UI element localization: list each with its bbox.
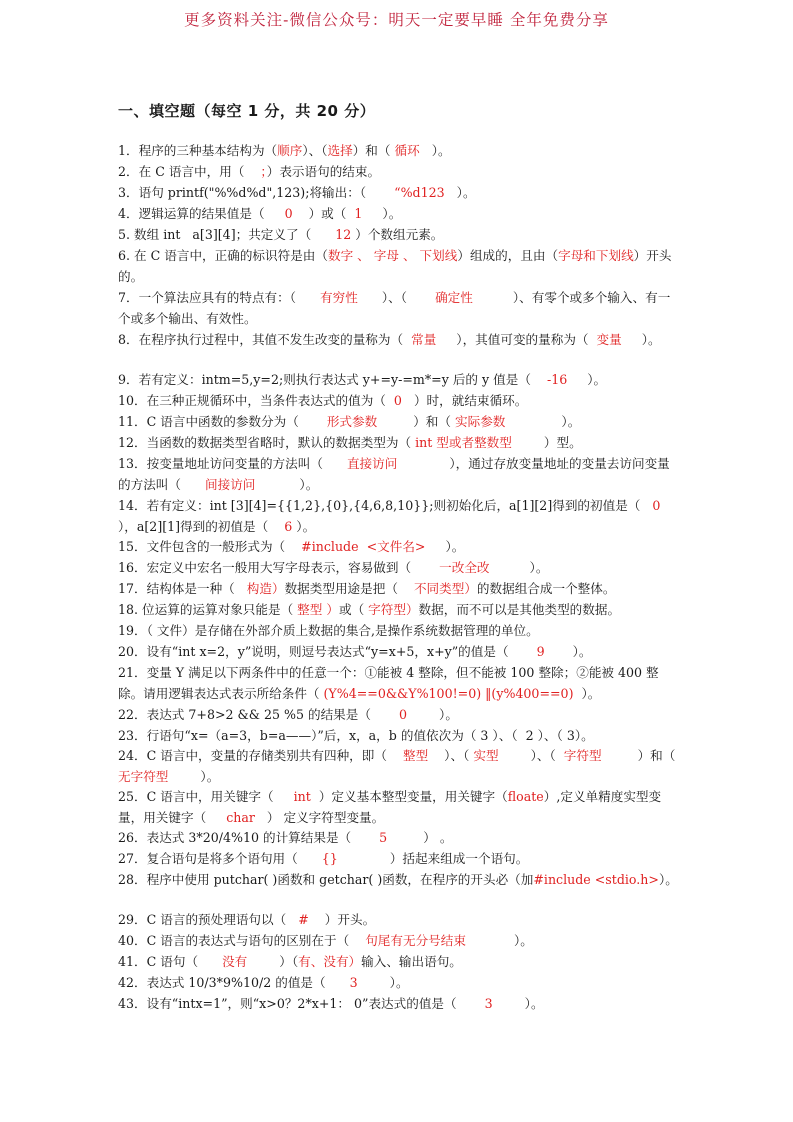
answer-text: char: [226, 809, 255, 825]
question-item: [118, 370, 678, 391]
answer-text: 选择: [327, 143, 353, 158]
answer-text: 实型: [473, 748, 499, 763]
answer-text: “%d123: [394, 185, 445, 200]
question-text: ）组成的，且由（: [457, 248, 559, 263]
question-text: 输入、输出语句。: [361, 954, 462, 969]
question-text: 2．在 C 语言中，用（: [118, 164, 261, 179]
question-text: ）。: [567, 372, 607, 387]
question-text: 40．C 语言的表达式与语句的区别在于（: [118, 933, 366, 948]
answer-text: 常量: [411, 332, 437, 347]
question-text: ），a[2][1]得到的初值是（: [118, 498, 673, 534]
question-text: 数据，而不可以是其他类型的数据。: [418, 602, 621, 617]
question-text: ）、（: [302, 143, 328, 158]
question-text: ）开头。: [308, 912, 376, 927]
question-item: [118, 225, 678, 246]
answer-text: #include <stdio.h>: [533, 872, 659, 887]
answer-text: 0: [652, 498, 661, 513]
question-text: ）。: [465, 933, 533, 948]
question-text: ）。: [492, 996, 544, 1011]
question-text: ）。: [505, 414, 581, 429]
answer-text: 12: [335, 227, 352, 242]
question-text: 43．设有“intx=1”，则“x>0？2*x+1： 0”表达式的值是（: [118, 996, 485, 1011]
question-text: ）和（: [377, 414, 456, 429]
question-text: ）、有零个或多个输入、有一个或多个输出、有效性。: [118, 290, 671, 326]
answer-text: 字符型）: [368, 602, 419, 617]
question-text: ）（: [247, 954, 299, 969]
question-text: ）、（: [357, 290, 436, 305]
answer-text: 没有: [222, 954, 248, 969]
question-item: [118, 558, 678, 579]
question-item: [118, 288, 678, 329]
question-text: ）。: [255, 476, 319, 492]
question-text: ）时，就结束循环。: [401, 393, 528, 408]
question-item: [118, 537, 678, 558]
answer-text: 间接访问: [205, 476, 256, 492]
question-text: ）。: [621, 332, 661, 347]
question-text: ）。: [425, 539, 465, 554]
question-text: 1．程序的三种基本结构为（: [118, 143, 278, 158]
question-text: ） 。: [387, 830, 453, 845]
question-item: [118, 910, 678, 931]
question-text: 的数据组合成一个整体。: [476, 581, 616, 596]
question-text: 14．若有定义：int [3][4]={{1,2},{0},{4,6,8,10}};则初始化后，a[1][2]得到的初值是（: [118, 498, 653, 513]
question-text: ）。: [292, 518, 316, 534]
question-text: ）开头的。: [118, 248, 672, 284]
answer-text: 变量: [596, 332, 622, 347]
question-text: ）。: [362, 206, 402, 221]
question-item: [118, 204, 678, 225]
question-text: ）括起来组成一个语句。: [337, 851, 529, 866]
answer-text: 3: [484, 996, 493, 1011]
question-text: ）。: [407, 707, 458, 722]
question-item: [118, 496, 678, 537]
question-text: ）表示语句的结束。: [266, 164, 381, 179]
question-item: [118, 454, 678, 495]
question-text: ）。: [544, 644, 592, 659]
question-text: 22．表达式 7+8>2 && 25 %5 的结果是（: [118, 707, 399, 722]
answer-text: floate: [507, 789, 544, 804]
question-text: 15．文件包含的一般形式为（: [118, 539, 302, 554]
question-text: 12．当函数的数据类型省略时，默认的数据类型为（: [118, 435, 416, 450]
question-text: 27．复合语句是将多个语句用（: [118, 851, 322, 866]
question-text: 26．表达式 3*20/4%10 的计算结果是（: [118, 830, 380, 845]
question-item: [118, 433, 678, 454]
answer-text: 9: [536, 644, 545, 659]
answer-text: 整型 ）: [297, 602, 339, 617]
promo-banner: 更多资料关注-微信公众号：明天一定要早睡 全年免费分享: [184, 11, 609, 29]
question-text: ） 定义字符型变量。: [254, 809, 385, 825]
answer-text: 0: [284, 206, 293, 221]
question-text: 数据类型用途是把（: [284, 581, 414, 596]
answer-text: 有、没有）: [298, 954, 362, 969]
answer-text: 1: [354, 206, 363, 221]
question-text: 20．设有“int x=2，y”说明，则逗号表达式“y=x+5，x+y”的值是（: [118, 644, 537, 659]
answer-text: 句尾有无分号结束: [365, 933, 466, 948]
question-item: [118, 931, 678, 952]
question-text: 25．C 语言中，用关键字（: [118, 789, 294, 804]
answer-text: 0: [398, 707, 407, 722]
question-text: ）。: [419, 143, 451, 158]
question-text: ）和（: [601, 748, 692, 763]
question-item: [118, 849, 678, 870]
question-item: [118, 412, 678, 433]
question-text: ）或（: [292, 206, 355, 221]
answer-text: 一改全改: [439, 560, 490, 575]
answer-text: 实际参数: [455, 414, 506, 429]
answer-text: 6: [284, 518, 293, 534]
question-text: 17．结构体是一种（: [118, 581, 247, 596]
question-text: ），通过存放变量地址的变量去访问变量的方法叫（: [118, 456, 670, 492]
question-item: [118, 600, 678, 621]
question-text: 42．表达式 10/3*9%10/2 的值是（: [118, 975, 350, 990]
answer-text: 顺序: [277, 143, 303, 158]
answer-text: int: [293, 789, 311, 804]
question-text: ），其值可变的量称为（: [436, 332, 597, 347]
question-item: [118, 726, 678, 747]
question-text: 3．语句 printf("%%d%d",123);将输出：（: [118, 185, 395, 200]
question-text: ）定义基本整型变量，用关键字（: [310, 789, 508, 804]
question-text: ）。: [357, 975, 409, 990]
answer-text: 形式参数: [326, 414, 378, 429]
answer-text: {}: [321, 851, 338, 866]
answer-text: ；: [260, 164, 267, 179]
question-item: [118, 973, 678, 994]
question-item: [118, 642, 678, 663]
question-text: ）、（: [498, 748, 564, 763]
answer-text: #include <文件名>: [301, 539, 426, 554]
question-item: [118, 746, 692, 787]
answer-text: 不同类型）: [413, 581, 477, 596]
question-text: 28．程序中使用 putchar( )函数和 getchar( )函数，在程序的开头必（加: [118, 872, 534, 887]
answer-text: #: [298, 912, 309, 927]
answer-text: 数字 、 字母 、 下划线: [327, 248, 458, 263]
question-text: ）型。: [511, 435, 582, 450]
answer-text: 3: [349, 975, 358, 990]
answer-text: 构造）: [246, 581, 285, 596]
answer-text: 有穷性: [320, 290, 358, 305]
question-item: [118, 141, 678, 162]
answer-text: 整型: [402, 748, 429, 763]
question-text: ）个数组元素。: [351, 227, 444, 242]
question-item: [118, 828, 678, 849]
section-title: 一、填空题（每空 1 分，共 20 分）: [118, 102, 376, 120]
question-text: 4．逻辑运算的结果值是（: [118, 206, 285, 221]
question-text: 7．一个算法应具有的特点有：（: [118, 290, 321, 305]
question-text: ）。: [489, 560, 549, 575]
question-text: 9．若有定义：intm=5,y=2;则执行表达式 y+=y-=m*=y 后的 y 值是（: [118, 372, 547, 387]
question-item: [118, 621, 678, 642]
question-text: ）。: [444, 185, 476, 200]
question-text: ）、（: [428, 748, 474, 763]
question-item: [118, 246, 678, 287]
answer-text: -16: [546, 372, 568, 387]
question-text: ）和（: [352, 143, 395, 158]
answer-text: int 型或者整数型: [415, 435, 512, 450]
question-item: [118, 391, 678, 412]
answer-text: 确定性: [435, 290, 473, 305]
answer-text: 0: [393, 393, 402, 408]
question-text: 24．C 语言中，变量的存储类别共有四种，即（: [118, 748, 403, 763]
answer-text: 字符型: [563, 748, 602, 763]
question-item: [118, 663, 678, 704]
question-text: 13．按变量地址访问变量的方法叫（: [118, 456, 347, 471]
question-text: 16．宏定义中宏名一般用大写字母表示，容易做到（: [118, 560, 440, 575]
question-text: 23．行语句“x=（a=3，b=a——）”后，x，a，b 的值依次为（ 3 ）、（ 2 ）、（ 3）。: [118, 728, 594, 743]
question-item: [118, 952, 678, 973]
question-text: 5. 数组 int a[3][4]；共定义了（: [118, 227, 336, 242]
question-item: [118, 870, 678, 891]
answer-text: 循环: [394, 143, 420, 158]
question-text: 41．C 语句（: [118, 954, 223, 969]
answer-text: 5: [379, 830, 388, 845]
question-item: [118, 579, 678, 600]
question-text: 10．在三种正规循环中，当条件表达式的值为（: [118, 393, 394, 408]
question-item: [118, 330, 678, 351]
question-item: [118, 787, 678, 828]
question-text: 11．C 语言中函数的参数分为（: [118, 414, 327, 429]
question-item: [118, 705, 678, 726]
answer-text: (Y%4==0&&Y%100!=0) ‖(y%400==0): [323, 685, 574, 701]
answer-text: 直接访问: [346, 456, 398, 471]
question-text: 18. 位运算的运算对象只能是（: [118, 602, 298, 617]
question-text: 29．C 语言的预处理语句以（: [118, 912, 299, 927]
question-item: [118, 994, 678, 1015]
question-text: 8．在程序执行过程中，其值不发生改变的量称为（: [118, 332, 412, 347]
answer-text: 无字符型: [118, 768, 169, 784]
question-text: 21．变量 Y 满足以下两条件中的任意一个：①能被 4 整除，但不能被 100 整除；②能被 400 整除。请用逻辑表达式表示所给条件（: [118, 665, 659, 701]
question-text: ）。: [168, 768, 220, 784]
question-text: 19．（ 文件）是存储在外部介质上数据的集合,是操作系统数据管理的单位。: [118, 623, 539, 638]
question-item: [118, 162, 678, 183]
question-text: ）,定义单精度实型变量，用关键字（: [118, 789, 662, 825]
question-item: [118, 183, 678, 204]
question-text: 或（: [338, 602, 369, 617]
question-text: ）。: [573, 685, 601, 701]
question-text: 6. 在 C 语言中，正确的标识符是由（: [118, 248, 328, 263]
answer-text: 字母和下划线: [558, 248, 634, 263]
question-text: ）。: [658, 872, 678, 887]
